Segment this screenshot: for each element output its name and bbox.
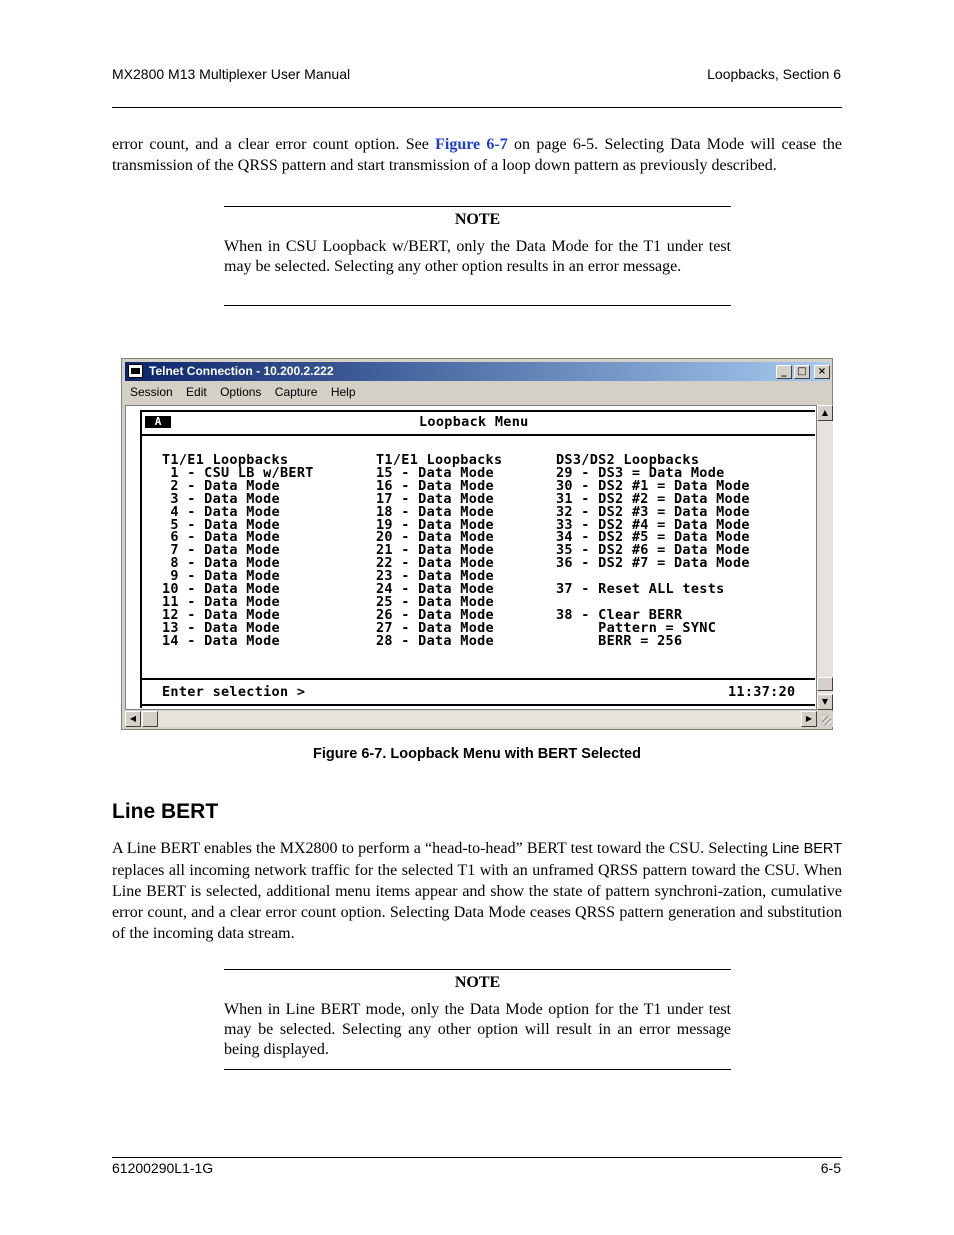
menu-option[interactable]: 33 - DS2 #4 = Data Mode (556, 516, 750, 533)
menu-edit[interactable]: Edit (186, 385, 207, 399)
menu-option[interactable]: 25 - Data Mode (376, 593, 494, 610)
terminal-frame-divider (140, 678, 815, 680)
menu-option[interactable]: 32 - DS2 #3 = Data Mode (556, 503, 750, 520)
menu-capture[interactable]: Capture (274, 385, 318, 399)
menu-option[interactable]: 12 - Data Mode (162, 606, 280, 623)
menu-option[interactable]: 38 - Clear BERR (556, 606, 683, 623)
menu-option[interactable]: 7 - Data Mode (162, 542, 280, 559)
menu-option[interactable]: 9 - Data Mode (162, 568, 280, 585)
scroll-right-arrow-icon[interactable]: ▶ (801, 711, 817, 727)
note-box-1 (224, 206, 731, 306)
menu-option[interactable]: 18 - Data Mode (376, 503, 494, 520)
column-heading: DS3/DS2 Loopbacks (556, 452, 700, 468)
terminal-frame-left (140, 410, 142, 708)
menu-option[interactable]: 23 - Data Mode (376, 568, 494, 585)
note-box-2 (224, 969, 731, 1070)
selection-prompt[interactable]: Enter selection > (162, 684, 306, 700)
maximize-button[interactable]: □ (794, 365, 810, 379)
menu-option[interactable]: 10 - Data Mode (162, 581, 280, 598)
column-heading: T1/E1 Loopbacks (376, 452, 503, 468)
menu-option[interactable]: 30 - DS2 #1 = Data Mode (556, 477, 750, 494)
resize-grip-icon[interactable] (817, 711, 833, 727)
menu-option[interactable]: 1 - CSU LB w/BERT (162, 464, 314, 481)
menu-option[interactable]: 28 - Data Mode (376, 632, 494, 649)
terminal-screen[interactable] (125, 405, 817, 710)
document-number: 61200290L1-1G (112, 1160, 214, 1176)
column-heading: T1/E1 Loopbacks (162, 452, 289, 468)
menu-option[interactable]: 13 - Data Mode (162, 619, 280, 636)
section-text-b: replaces all incoming network traffic for the selected T1 with an unframed QRSS pattern toward the CSU. When Line BERT is selected, additional menu items appear and show the state of pattern synchroni-zation, cumulative error count, and a clear error count option. Selecting Data Mode ceases QRSS pattern generation and substitution of the incoming data stream. (112, 862, 842, 942)
horizontal-scrollbar[interactable] (125, 711, 817, 727)
section-heading: Line BERT (112, 800, 219, 823)
menu-help[interactable]: Help (330, 385, 356, 399)
menu-option[interactable]: 24 - Data Mode (376, 581, 494, 598)
menu-option[interactable]: 31 - DS2 #2 = Data Mode (556, 490, 750, 507)
t1-loopbacks-column-2 (376, 454, 502, 648)
note-title: NOTE (454, 974, 501, 991)
line-bert-paragraph (112, 838, 842, 944)
terminal-frame-divider (140, 434, 815, 436)
intro-text-a: error count, and a clear error count option. See (112, 136, 436, 153)
terminal-frame-top (140, 410, 815, 412)
menu-option[interactable]: 35 - DS2 #6 = Data Mode (556, 542, 750, 559)
section-text-a: A Line BERT enables the MX2800 to perform a “head-to-head” BERT test toward the CSU. Selecting (112, 840, 773, 857)
intro-paragraph (112, 134, 842, 176)
menu-option[interactable]: 11 - Data Mode (162, 593, 280, 610)
menu-option[interactable]: 29 - DS3 = Data Mode (556, 464, 725, 481)
unit-badge: A (145, 416, 171, 428)
note-text: When in CSU Loopback w/BERT, only the Data Mode for the T1 under test may be selected. Selecting any other option results in an error message. (224, 238, 731, 275)
terminal-frame-bottom (140, 704, 815, 706)
page-number: 6-5 (820, 1160, 841, 1176)
window-title: Telnet Connection - 10.200.2.222 (149, 364, 334, 378)
menu-option[interactable]: 6 - Data Mode (162, 529, 280, 546)
close-button[interactable]: × (814, 365, 830, 379)
note-text: When in Line BERT mode, only the Data Mode option for the T1 under test may be selected. Selecting any other option will result in an error message being displayed. (224, 1001, 731, 1058)
menu-option[interactable]: 19 - Data Mode (376, 516, 494, 533)
intro-text-b: on page 6-5. Selecting Data Mode will cease the transmission of the QRSS pattern and start transmission of a loop down pattern as previously described. (112, 136, 843, 174)
minimize-button[interactable]: _ (776, 365, 792, 379)
ds3-ds2-loopbacks-column (556, 454, 750, 648)
menu-option[interactable]: 27 - Data Mode (376, 619, 494, 636)
horizontal-scroll-thumb[interactable] (142, 711, 158, 727)
menu-option[interactable]: 8 - Data Mode (162, 555, 280, 572)
scroll-down-arrow-icon[interactable]: ▼ (817, 694, 833, 710)
menu-option[interactable]: 37 - Reset ALL tests (556, 581, 725, 598)
menu-option[interactable]: 16 - Data Mode (376, 477, 494, 494)
vertical-scrollbar[interactable] (817, 405, 833, 710)
menu-option[interactable]: 14 - Data Mode (162, 632, 280, 649)
scroll-left-arrow-icon[interactable]: ◀ (125, 711, 141, 727)
menu-session[interactable]: Session (130, 385, 173, 399)
menu-option[interactable]: 21 - Data Mode (376, 542, 494, 559)
menu-option[interactable]: 15 - Data Mode (376, 464, 494, 481)
header-section: Loopbacks, Section 6 (707, 66, 841, 82)
menu-option[interactable]: 22 - Data Mode (376, 555, 494, 572)
menu-title: Loopback Menu (419, 414, 529, 430)
menu-option[interactable]: 20 - Data Mode (376, 529, 494, 546)
line-bert-term: Line BERT (772, 841, 842, 857)
menu-option[interactable]: 4 - Data Mode (162, 503, 280, 520)
pattern-status: Pattern = SYNC (556, 619, 717, 636)
menu-option[interactable]: 2 - Data Mode (162, 477, 280, 494)
menu-option[interactable]: 17 - Data Mode (376, 490, 494, 507)
footer-rule (112, 1157, 842, 1158)
menu-option[interactable]: 36 - DS2 #7 = Data Mode (556, 555, 750, 572)
t1-loopbacks-column-1 (162, 454, 314, 648)
header-rule (112, 107, 842, 108)
header-title: MX2800 M13 Multiplexer User Manual (112, 66, 351, 82)
telnet-app-icon (128, 364, 143, 378)
menu-bar (130, 385, 366, 401)
berr-count: BERR = 256 (556, 632, 683, 649)
figure-link[interactable]: Figure 6-7 (435, 136, 508, 153)
menu-options[interactable]: Options (220, 385, 262, 399)
vertical-scroll-thumb[interactable] (817, 677, 833, 691)
note-title: NOTE (454, 211, 501, 228)
window-titlebar[interactable] (125, 362, 830, 381)
terminal-clock: 11:37:20 (728, 684, 796, 700)
figure-caption: Figure 6-7. Loopback Menu with BERT Selected (313, 746, 641, 762)
telnet-window (121, 358, 833, 730)
menu-option[interactable]: 26 - Data Mode (376, 606, 494, 623)
menu-option[interactable]: 34 - DS2 #5 = Data Mode (556, 529, 750, 546)
scroll-up-arrow-icon[interactable]: ▲ (817, 405, 833, 421)
menu-option[interactable]: 5 - Data Mode (162, 516, 280, 533)
menu-option[interactable]: 3 - Data Mode (162, 490, 280, 507)
